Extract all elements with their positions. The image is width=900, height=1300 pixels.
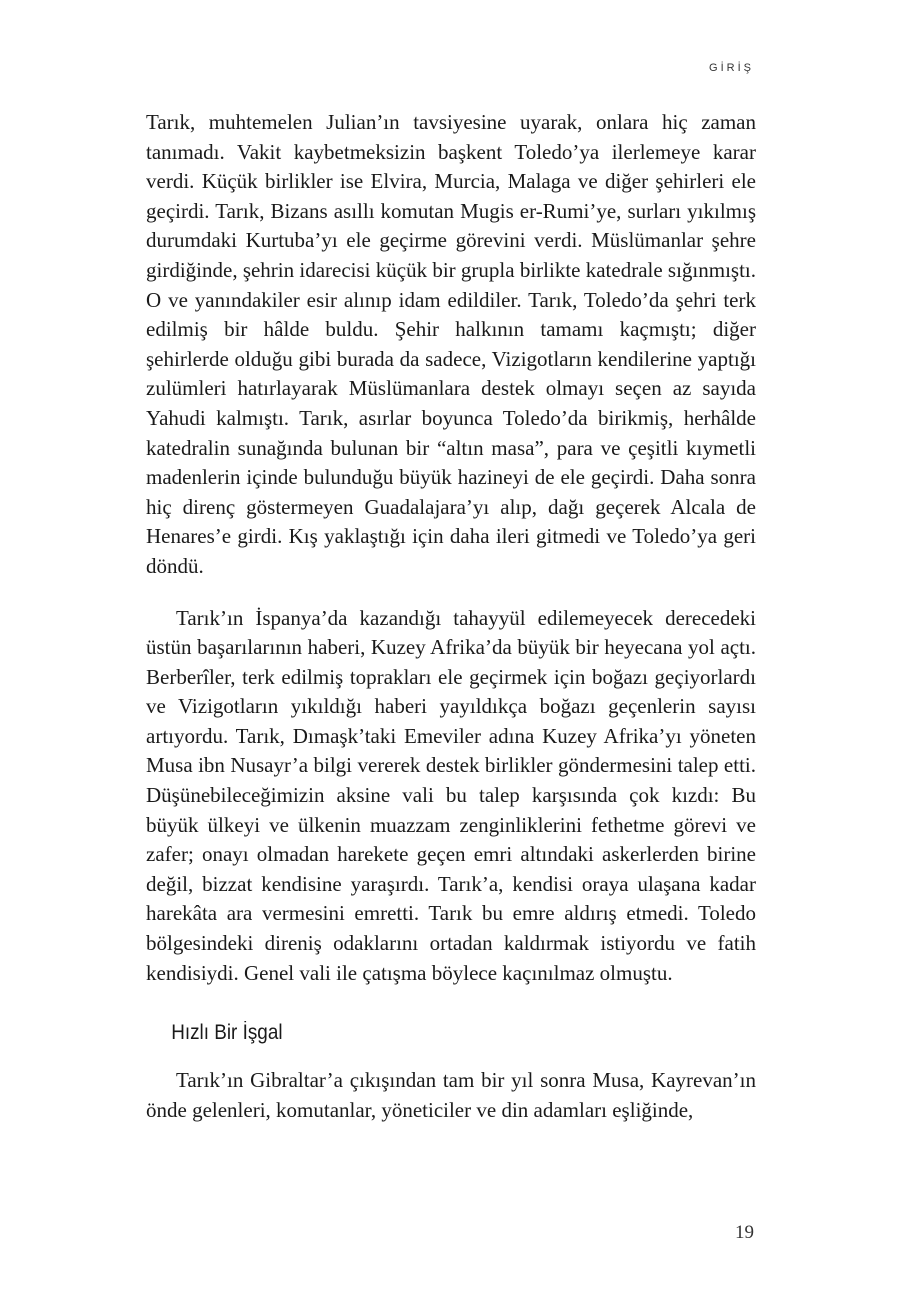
paragraph-2: Tarık’ın İspanya’da kazandığı tahayyül edilemeyecek derecedeki üstün başarılarının haberi, Kuzey Afrika’da büyük bir heyecana yol açtı. Berberîler, terk edilmiş toprakları ele geçirmek için boğazı geçiyorlardı ve Vizigotların yıkıldığı haberi yayıldıkça boğazı geçenlerin sayısı artıyordu. Tarık, Dımaşk’taki Emeviler adına Kuzey Afrika’yı yöneten Musa ibn Nusayr’a bilgi vererek destek birlikler göndermesini talep etti. Düşünebileceğimizin aksine vali bu talep karşısında çok kızdı: Bu büyük ülkeyi ve ülkenin muazzam zenginliklerini fethetme görevi ve zafer; onayı olmadan harekete geçen emri altındaki askerlerden birine değil, bizzat kendisine yaraşırdı. Tarık’a, kendisi oraya ulaşana kadar harekâta ara vermesini emretti. Tarık bu emre aldırış etmedi. Toledo bölgesindeki direniş odaklarını ortadan kaldırmak istiyordu ve fatih kendisiydi. Genel vali ile çatışma böylece kaçınılmaz olmuştu. xyxy=(146,605,756,985)
section-paragraph: Tarık’ın Gibraltar’a çıkışından tam bir yıl sonra Musa, Kayrevan’ın önde gelenleri, komutanlar, yöneticiler ve din adamları eşliğinde, xyxy=(146,1068,756,1122)
paragraph-1: Tarık, muhtemelen Julian’ın tavsiyesine uyarak, onlara hiç zaman tanımadı. Vakit kaybetmeksizin başkent Toledo’ya ilerlemeye karar verdi. Küçük birlikler ise Elvira, Murcia, Malaga ve diğer şehirleri ele geçirdi. Tarık, Bizans asıllı komutan Mugis er-Rumi’ye, surları yıkılmış durumdaki Kurtuba’yı ele geçirme görevini verdi. Müslümanlar şehre girdiğinde, şehrin idarecisi küçük bir grupla birlikte katedrale sığınmıştı. O ve yanındakiler esir alınıp idam edildiler. Tarık, Toledo’da şehri terk edilmiş bir hâlde buldu. Şehir halkının tamamı kaçmıştı; diğer şehirlerde olduğu gibi burada da sadece, Vizigotların kendilerine yaptığı zulümleri hatırlayarak Müslümanlara destek olmayı seçen az sayıda Yahudi kalmıştı. Tarık, asırlar boyunca Toledo’da birikmiş, herhâlde katedralin sunağında bulunan bir “altın masa”, para ve çeşitli kıymetli madenlerin içinde bulunduğu büyük hazineyi de ele geçirdi. Daha sonra hiç direnç göstermeyen Guadalajara’yı alıp, dağı geçerek Alcala de Henares’e girdi. Kış yaklaştığı için daha ileri gitmedi ve Toledo’ya geri döndü. xyxy=(146,110,757,578)
running-head: GİRİŞ xyxy=(709,62,754,74)
page-body xyxy=(146,108,756,1125)
page-number: 19 xyxy=(735,1222,754,1243)
section-heading: Hızlı Bir İşgal xyxy=(171,1021,283,1045)
